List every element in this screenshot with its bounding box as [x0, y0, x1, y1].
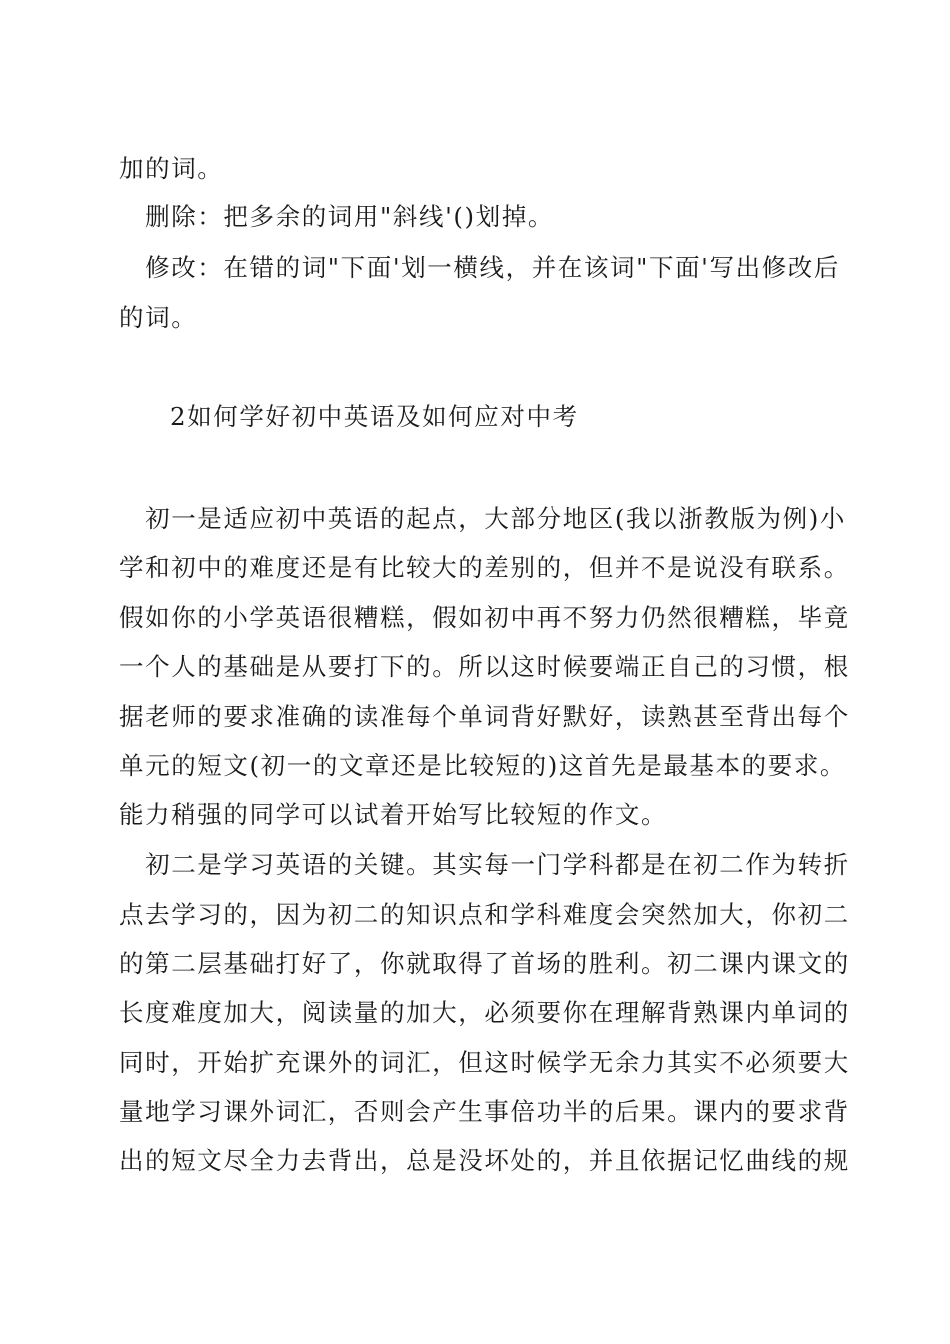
text-line: 的词。: [119, 303, 198, 332]
text-line: 单元的短文(初一的文章还是比较短的)这首先是最基本的要求。: [119, 751, 847, 780]
text-line: 删除：把多余的词用"斜线'()划掉。: [119, 202, 555, 231]
text-line: 学和初中的难度还是有比较大的差别的，但并不是说没有联系。: [119, 553, 850, 582]
text-line: 初一是适应初中英语的起点，大部分地区(我以浙教版为例)小: [119, 504, 847, 533]
text-line: 初二是学习英语的关键。其实每一门学科都是在初二作为转折: [119, 850, 850, 879]
text-line: 量地学习课外词汇，否则会产生事倍功半的后果。课内的要求背: [119, 1097, 850, 1126]
text-line: 长度难度加大，阅读量的加大，必须要你在理解背熟课内单词的: [119, 998, 850, 1027]
text-line: 修改：在错的词"下面'划一横线，并在该词"下面'写出修改后: [119, 253, 841, 282]
text-line: 的第二层基础打好了，你就取得了首场的胜利。初二课内课文的: [119, 949, 850, 978]
text-line: 据老师的要求准确的读准每个单词背好默好，读熟甚至背出每个: [119, 702, 850, 731]
section-heading: 2如何学好初中英语及如何应对中考: [170, 402, 579, 431]
text-line: 点去学习的，因为初二的知识点和学科难度会突然加大，你初二: [119, 900, 850, 929]
text-line: 能力稍强的同学可以试着开始写比较短的作文。: [119, 800, 668, 829]
text-line: 出的短文尽全力去背出，总是没坏处的，并且依据记忆曲线的规: [119, 1146, 850, 1175]
text-line: 假如你的小学英语很糟糕，假如初中再不努力仍然很糟糕，毕竟: [119, 603, 850, 632]
text-line: 同时，开始扩充课外的词汇，但这时候学无余力其实不必须要大: [119, 1048, 850, 1077]
text-line: 一个人的基础是从要打下的。所以这时候要端正自己的习惯，根: [119, 652, 850, 681]
text-line: 加的词。: [119, 154, 224, 183]
